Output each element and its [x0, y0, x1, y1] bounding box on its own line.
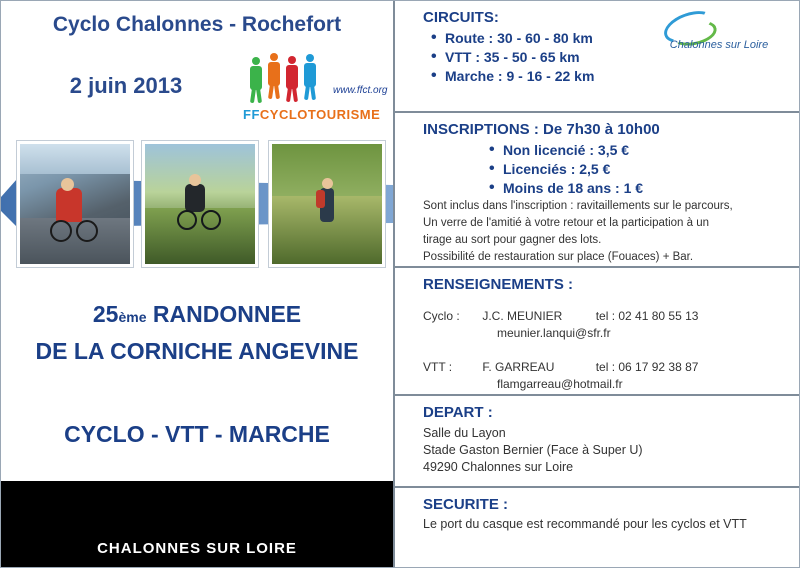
- event-heading-line1: [1, 297, 393, 334]
- section-inscriptions: [395, 113, 799, 268]
- securite-text: Le port du casque est recommandé pour les cyclos et VTT: [423, 517, 747, 531]
- circuits-title: CIRCUITS:: [423, 9, 499, 26]
- section-renseignements: [395, 268, 799, 396]
- list-item: • VTT : 35 - 50 - 65 km: [445, 49, 789, 65]
- contact-email[interactable]: flamgarreau@hotmail.fr: [497, 377, 623, 391]
- walker-icon: [141, 501, 146, 515]
- contact-name: J.C. MEUNIER: [482, 309, 563, 323]
- list-item: • Non licencié : 3,5 €: [503, 142, 789, 158]
- ffct-figures-icon: [249, 53, 333, 105]
- contact-row: [423, 309, 789, 323]
- photo-road-cyclist: [17, 141, 133, 267]
- photo-mountain-biker: [142, 141, 258, 267]
- bicycle-icon: [31, 507, 49, 516]
- walker-icon: [173, 503, 178, 517]
- section-securite: [395, 488, 799, 537]
- inscriptions-note-3: tirage au sort pour gagner des lots.: [423, 234, 602, 246]
- event-date: 2 juin 2013: [69, 73, 183, 98]
- right-panel: [395, 1, 799, 567]
- circuits-list: [423, 30, 789, 84]
- depart-line: Stade Gaston Bernier (Face à Super U): [423, 443, 643, 457]
- ffct-wordmark: [243, 107, 389, 122]
- depart-line: 49290 Chalonnes sur Loire: [423, 460, 574, 474]
- securite-title: SECURITE :: [423, 496, 509, 513]
- list-item: • Marche : 9 - 16 - 22 km: [445, 68, 789, 84]
- bicycle-icon: [87, 508, 105, 517]
- tree-icon: [279, 489, 297, 515]
- left-panel: [1, 1, 395, 567]
- inscriptions-prices: [481, 142, 789, 196]
- photo-hiker: [269, 141, 385, 267]
- event-heading: [1, 297, 393, 368]
- section-circuits: [395, 1, 799, 113]
- contact-name: F. GARREAU: [482, 360, 555, 374]
- tree-icon: [257, 481, 279, 515]
- ffct-prefix: FF: [243, 107, 260, 122]
- ffct-logo: [241, 53, 389, 125]
- inscriptions-note-2: Un verre de l'amitié à votre retour et la participation à un: [423, 217, 710, 229]
- contact-row: [423, 360, 789, 374]
- bicycle-icon: [327, 505, 345, 514]
- tree-icon: [239, 487, 257, 513]
- depart-title: DEPART :: [423, 404, 493, 421]
- inscriptions-title: INSCRIPTIONS : De 7h30 à 10h00: [423, 121, 660, 138]
- event-heading-word: RANDONNEE: [146, 301, 302, 327]
- logo-text: Chalonnes sur Loire: [669, 39, 769, 51]
- walker-icon: [157, 499, 162, 513]
- bicycle-icon: [55, 505, 73, 514]
- ffct-url[interactable]: www.ffct.org: [333, 85, 388, 96]
- silhouette-band: [1, 481, 393, 567]
- walker-icon: [207, 502, 212, 516]
- contact-email[interactable]: meunier.lanqui@sfr.fr: [497, 326, 611, 340]
- list-item: • Licenciés : 2,5 €: [503, 161, 789, 177]
- walker-icon: [191, 499, 196, 513]
- photo-strip: [7, 141, 387, 271]
- town-name: CHALONNES SUR LOIRE: [97, 540, 297, 557]
- event-heading-line2: DE LA CORNICHE ANGEVINE: [35, 338, 359, 364]
- contact-phone: tel : 06 17 92 38 87: [595, 360, 699, 374]
- contact-label: VTT :: [423, 360, 453, 374]
- page-title: Cyclo Chalonnes - Rochefort: [52, 13, 342, 36]
- list-item: • Route : 30 - 60 - 80 km: [445, 30, 789, 46]
- depart-line: Salle du Layon: [423, 426, 506, 440]
- inscriptions-note-4: Possibilité de restauration sur place (Fouaces) + Bar.: [423, 251, 694, 263]
- list-item: • Moins de 18 ans : 1 €: [503, 180, 789, 196]
- bicycle-icon: [301, 507, 319, 516]
- contact-label: Cyclo :: [423, 309, 460, 323]
- event-heading-suffix: ème: [118, 309, 147, 325]
- ffct-suffix: CYCLOTOURISME: [259, 107, 381, 122]
- disciplines-line: CYCLO - VTT - MARCHE: [64, 421, 330, 447]
- event-heading-number: 25: [92, 301, 119, 327]
- contact-phone: tel : 02 41 80 55 13: [595, 309, 699, 323]
- renseignements-title: RENSEIGNEMENTS :: [423, 276, 574, 293]
- section-depart: [395, 396, 799, 488]
- inscriptions-note-1: Sont inclus dans l'inscription : ravitaillements sur le parcours,: [423, 200, 733, 212]
